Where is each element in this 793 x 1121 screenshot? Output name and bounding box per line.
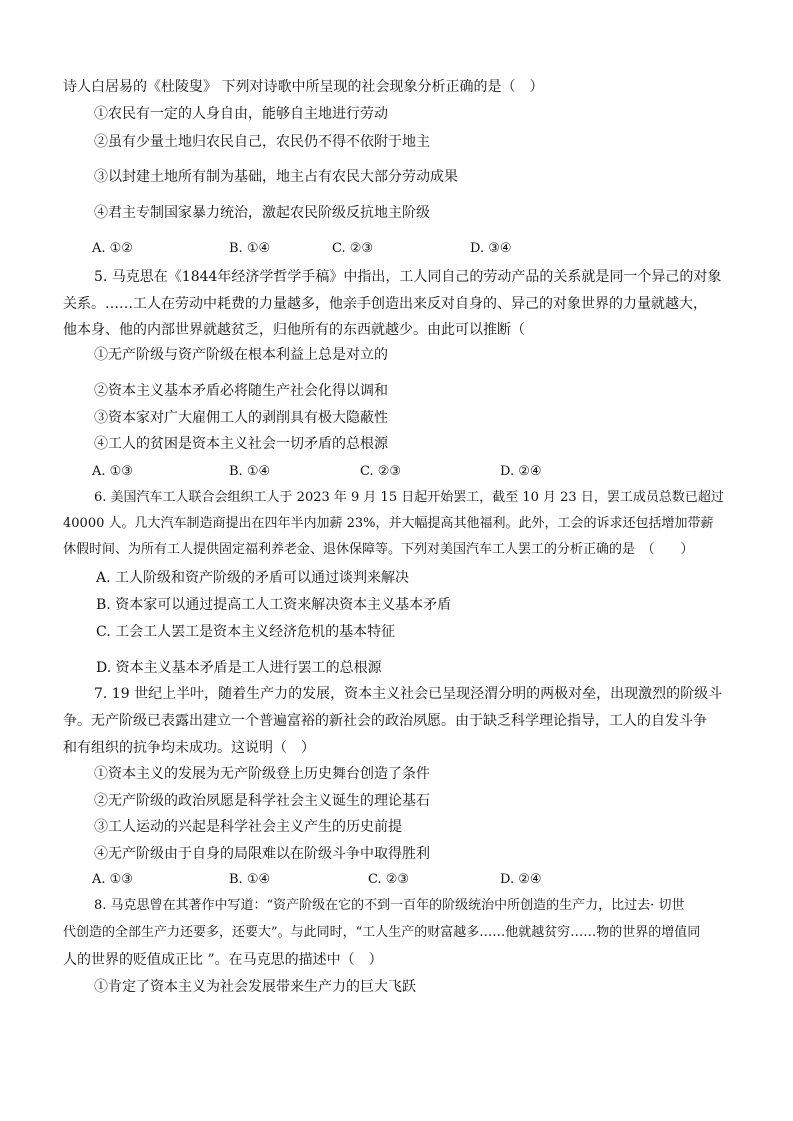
q5-item-2: ②资本主义基本矛盾必将随生产社会化得以调和 [94, 383, 388, 399]
q6-stem-line-1: 6. 美国汽车工人联合会组织工人于 2023 年 9 月 15 日起开始罢工，截至 10 月 23 日，罢工成员总数已超过 [94, 490, 724, 505]
q6-stem-line-2: 40000 人。几大汽车制造商提出在四年半内加薪 23%，并大幅提高其他福利。此外，工会的诉求还包括增加带薪 [63, 516, 714, 531]
q7-option-c: C. ②③ [368, 872, 410, 887]
q4-option-b: B. ①④ [229, 241, 271, 256]
q6-option-c: C. 工会工人罢工是资本主义经济危机的基本特征 [96, 624, 396, 640]
q7-option-d: D. ②④ [500, 872, 542, 887]
q4-option-c: C. ②③ [332, 241, 374, 256]
q4-stem: 诗人白居易的《杜陵叟》 下列对诗歌中所呈现的社会现象分析正确的是（ ） [63, 79, 544, 95]
q5-option-a: A. ①③ [92, 464, 133, 479]
q7-option-b: B. ①④ [229, 872, 271, 887]
q5-option-b: B. ①④ [229, 464, 271, 479]
q6-stem-line-3: 休假时间、为所有工人提供固定福利养老金、退休保障等。下列对美国汽车工人罢工的分析正确的是 （ ） [63, 542, 694, 557]
q5-item-3: ③资本家对广大雇佣工人的剥削具有极大隐蔽性 [94, 410, 388, 426]
q8-stem-line-1: 8. 马克思曾在其著作中写道：“资产阶级在它的不到一百年的阶级统治中所创造的生产力，比过去· 切世 [94, 898, 685, 913]
q4-item-2: ②虽有少量土地归农民自己，农民仍不得不依附于地主 [94, 134, 430, 150]
q5-stem-line-1: 5. 马克思在《1844年经济学哲学手稿》中指出，工人同自己的劳动产品的关系就是同一个异己的对象 [94, 269, 722, 285]
q8-item-1: ①肯定了资本主义为社会发展带来生产力的巨大飞跃 [94, 979, 416, 995]
q7-item-2: ②无产阶级的政治夙愿是科学社会主义诞生的理论基石 [94, 793, 430, 809]
q4-option-d: D. ③④ [470, 241, 512, 256]
q5-stem-line-2: 关系。……工人在劳动中耗费的力量越多，他亲手创造出来反对自身的、异己的对象世界的力量就越大， [63, 296, 707, 312]
q8-stem-line-3: 人的世界的贬值成正比 ”。在马克思的描述中（ ） [63, 952, 383, 968]
q4-item-3: ③以封建土地所有制为基础，地主占有农民大部分劳动成果 [94, 169, 458, 185]
q7-stem-line-1: 7. 19 世纪上半叶，随着生产力的发展，资本主义社会已呈现泾渭分明的两极对垒，出现激烈的阶级斗 [94, 686, 723, 702]
q7-stem-line-2: 争。无产阶级已表露出建立一个普遍富裕的新社会的政治夙愿。由于缺乏科学理论指导，工人的自发斗争 [63, 713, 707, 729]
q5-item-4: ④工人的贫困是资本主义社会一切矛盾的总根源 [94, 436, 388, 452]
q6-option-d: D. 资本主义基本矛盾是工人进行罢工的总根源 [96, 660, 382, 676]
q4-item-4: ④君主专制国家暴力统治，激起农民阶级反抗地主阶级 [94, 205, 430, 221]
q7-stem-line-3: 和有组织的抗争均未成功。这说明（ ） [63, 740, 315, 756]
q7-option-a: A. ①③ [92, 872, 133, 887]
q6-option-b: B. 资本家可以通过提高工人工资来解决资本主义基本矛盾 [96, 597, 452, 613]
q5-option-d: D. ②④ [500, 464, 542, 479]
q7-item-4: ④无产阶级由于自身的局限难以在阶级斗争中取得胜利 [94, 846, 430, 862]
q7-item-3: ③工人运动的兴起是科学社会主义产生的历史前提 [94, 819, 402, 835]
q5-item-1: ①无产阶级与资产阶级在根本利益上总是对立的 [94, 347, 388, 363]
q4-item-1: ①农民有一定的人身自由，能够自主地进行劳动 [94, 106, 388, 122]
q7-item-1: ①资本主义的发展为无产阶级登上历史舞台创造了条件 [94, 766, 430, 782]
q5-stem-line-3: 他本身、他的内部世界就越贫乏，归他所有的东西就越少。由此可以推断（ [63, 322, 525, 338]
q6-option-a: A. 工人阶级和资产阶级的矛盾可以通过谈判来解决 [96, 570, 410, 586]
q8-stem-line-2: 代创造的全部生产力还要多，还要大”。与此同时，“工人生产的财富越多……他就越贫穷……物的世界的增值同 [63, 925, 701, 940]
q4-option-a: A. ①② [92, 241, 133, 256]
q5-option-c: C. ②③ [360, 464, 402, 479]
